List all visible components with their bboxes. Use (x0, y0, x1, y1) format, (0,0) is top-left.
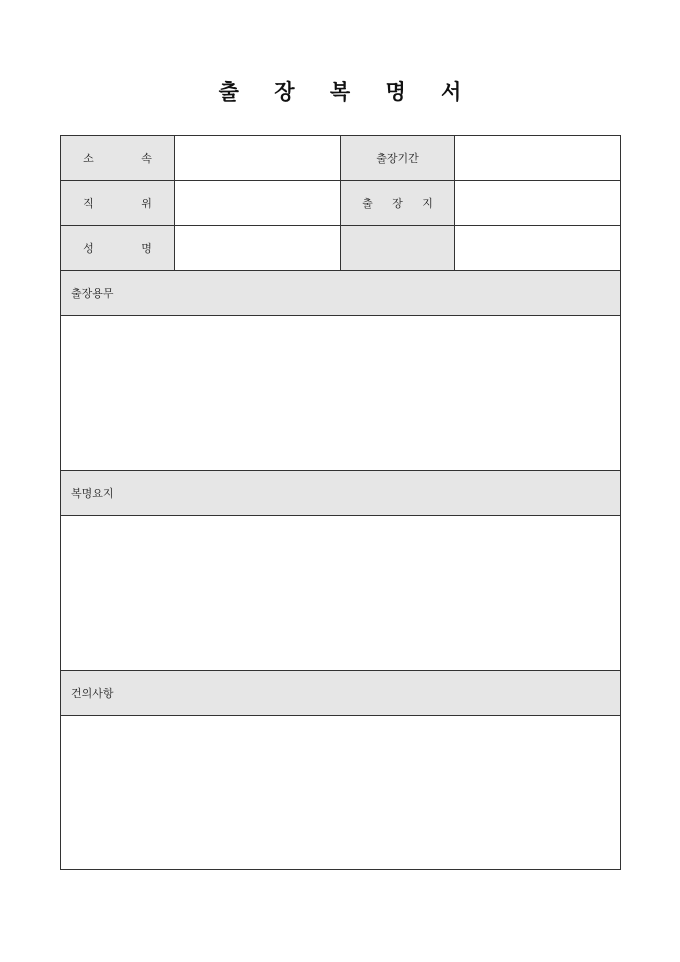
info-row-name (61, 226, 621, 271)
section-body-row-report-summary (61, 516, 621, 671)
affiliation-label: 소 속 (61, 136, 175, 181)
blank-label-cell (341, 226, 455, 271)
section-body-row-trip-duty (61, 316, 621, 471)
blank-value-field[interactable] (455, 226, 621, 271)
document-title: 출 장 복 명 서 (218, 79, 476, 104)
destination-field[interactable] (455, 181, 621, 226)
section-body-row-suggestions (61, 716, 621, 870)
section-row-trip-duty (61, 271, 621, 316)
position-label: 직 위 (61, 181, 175, 226)
section-row-suggestions (61, 671, 621, 716)
info-row-affiliation (61, 136, 621, 181)
trip-period-field[interactable] (455, 136, 621, 181)
position-field[interactable] (175, 181, 341, 226)
suggestions-heading: 건의사항 (61, 671, 621, 716)
suggestions-field[interactable] (61, 716, 621, 870)
report-summary-heading: 복명요지 (61, 471, 621, 516)
trip-period-label: 출장기간 (341, 136, 455, 181)
trip-duty-field[interactable] (61, 316, 621, 471)
affiliation-field[interactable] (175, 136, 341, 181)
name-field[interactable] (175, 226, 341, 271)
destination-label: 출 장 지 (341, 181, 455, 226)
report-form-table (60, 135, 621, 870)
name-label: 성 명 (61, 226, 175, 271)
trip-duty-heading: 출장용무 (61, 271, 621, 316)
info-row-position (61, 181, 621, 226)
report-summary-field[interactable] (61, 516, 621, 671)
section-row-report-summary (61, 471, 621, 516)
